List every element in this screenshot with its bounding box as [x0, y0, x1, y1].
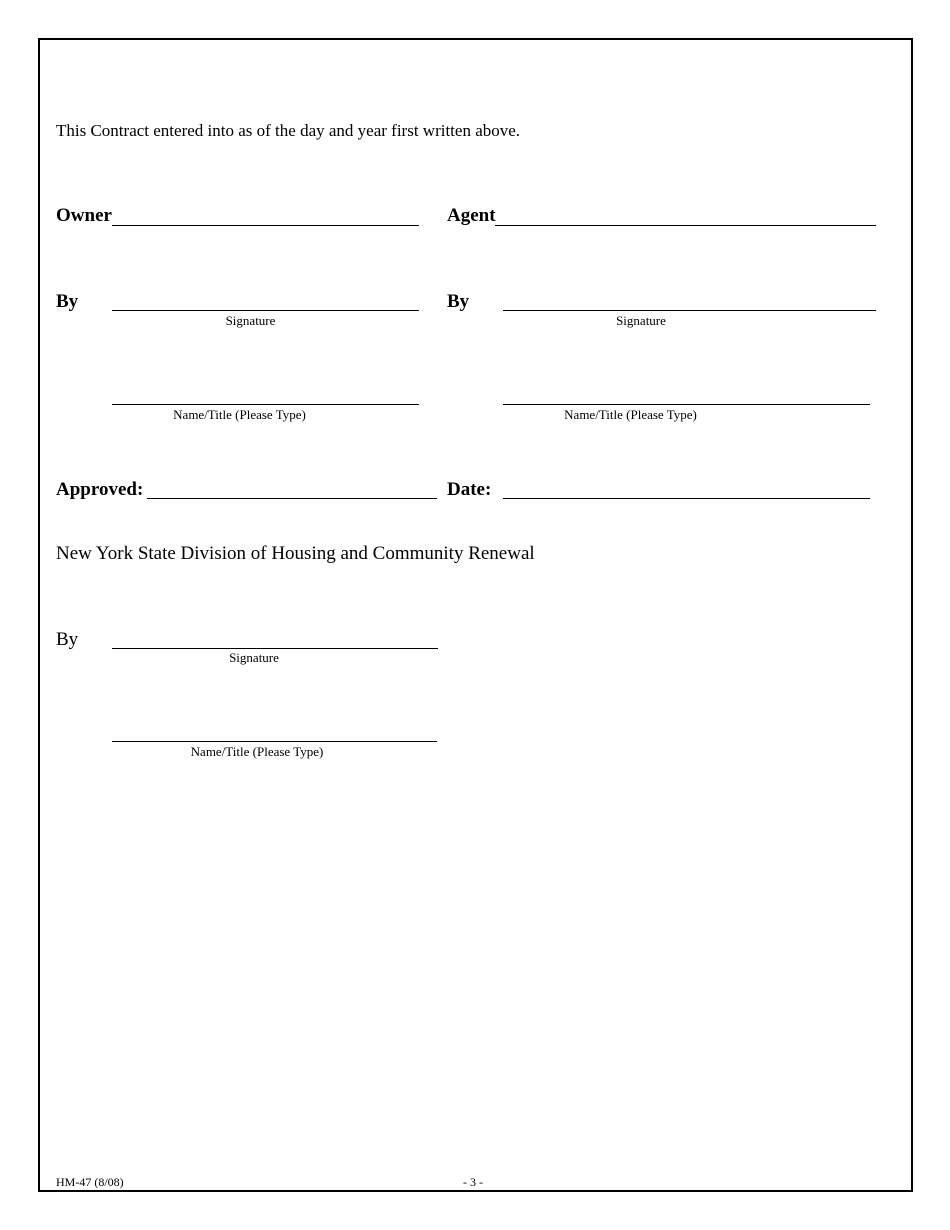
- agent-by-label: By: [447, 291, 470, 312]
- owner-by-label: By: [56, 291, 79, 312]
- agency-signature-line[interactable]: [112, 648, 438, 649]
- owner-name-title-line[interactable]: [112, 404, 419, 405]
- agency-by-label: By: [56, 629, 79, 650]
- date-label: Date:: [447, 479, 492, 500]
- owner-name-line[interactable]: [112, 225, 419, 226]
- intro-text: This Contract entered into as of the day and year first written above.: [56, 121, 521, 140]
- form-id: HM-47 (8/08): [56, 1175, 124, 1189]
- agency-signature-caption: Signature: [229, 650, 279, 665]
- owner-signature-caption: Signature: [225, 313, 276, 328]
- agent-name-title-caption: Name/Title (Please Type): [564, 407, 697, 422]
- page-number: - 3 -: [463, 1175, 483, 1189]
- agency-name: New York State Division of Housing and Community Renewal: [56, 543, 535, 564]
- owner-label: Owner: [56, 205, 112, 226]
- agent-label: Agent: [447, 205, 496, 226]
- approved-label: Approved:: [56, 479, 144, 500]
- agent-signature-caption: Signature: [616, 313, 666, 328]
- approved-line[interactable]: [147, 498, 437, 499]
- agency-name-title-caption: Name/Title (Please Type): [190, 744, 324, 759]
- agent-name-title-line[interactable]: [503, 404, 870, 405]
- agent-signature-line[interactable]: [503, 310, 876, 311]
- owner-signature-line[interactable]: [112, 310, 419, 311]
- owner-name-title-caption: Name/Title (Please Type): [173, 407, 306, 422]
- date-line[interactable]: [503, 498, 870, 499]
- agent-name-line[interactable]: [495, 225, 876, 226]
- agency-name-title-line[interactable]: [112, 741, 437, 742]
